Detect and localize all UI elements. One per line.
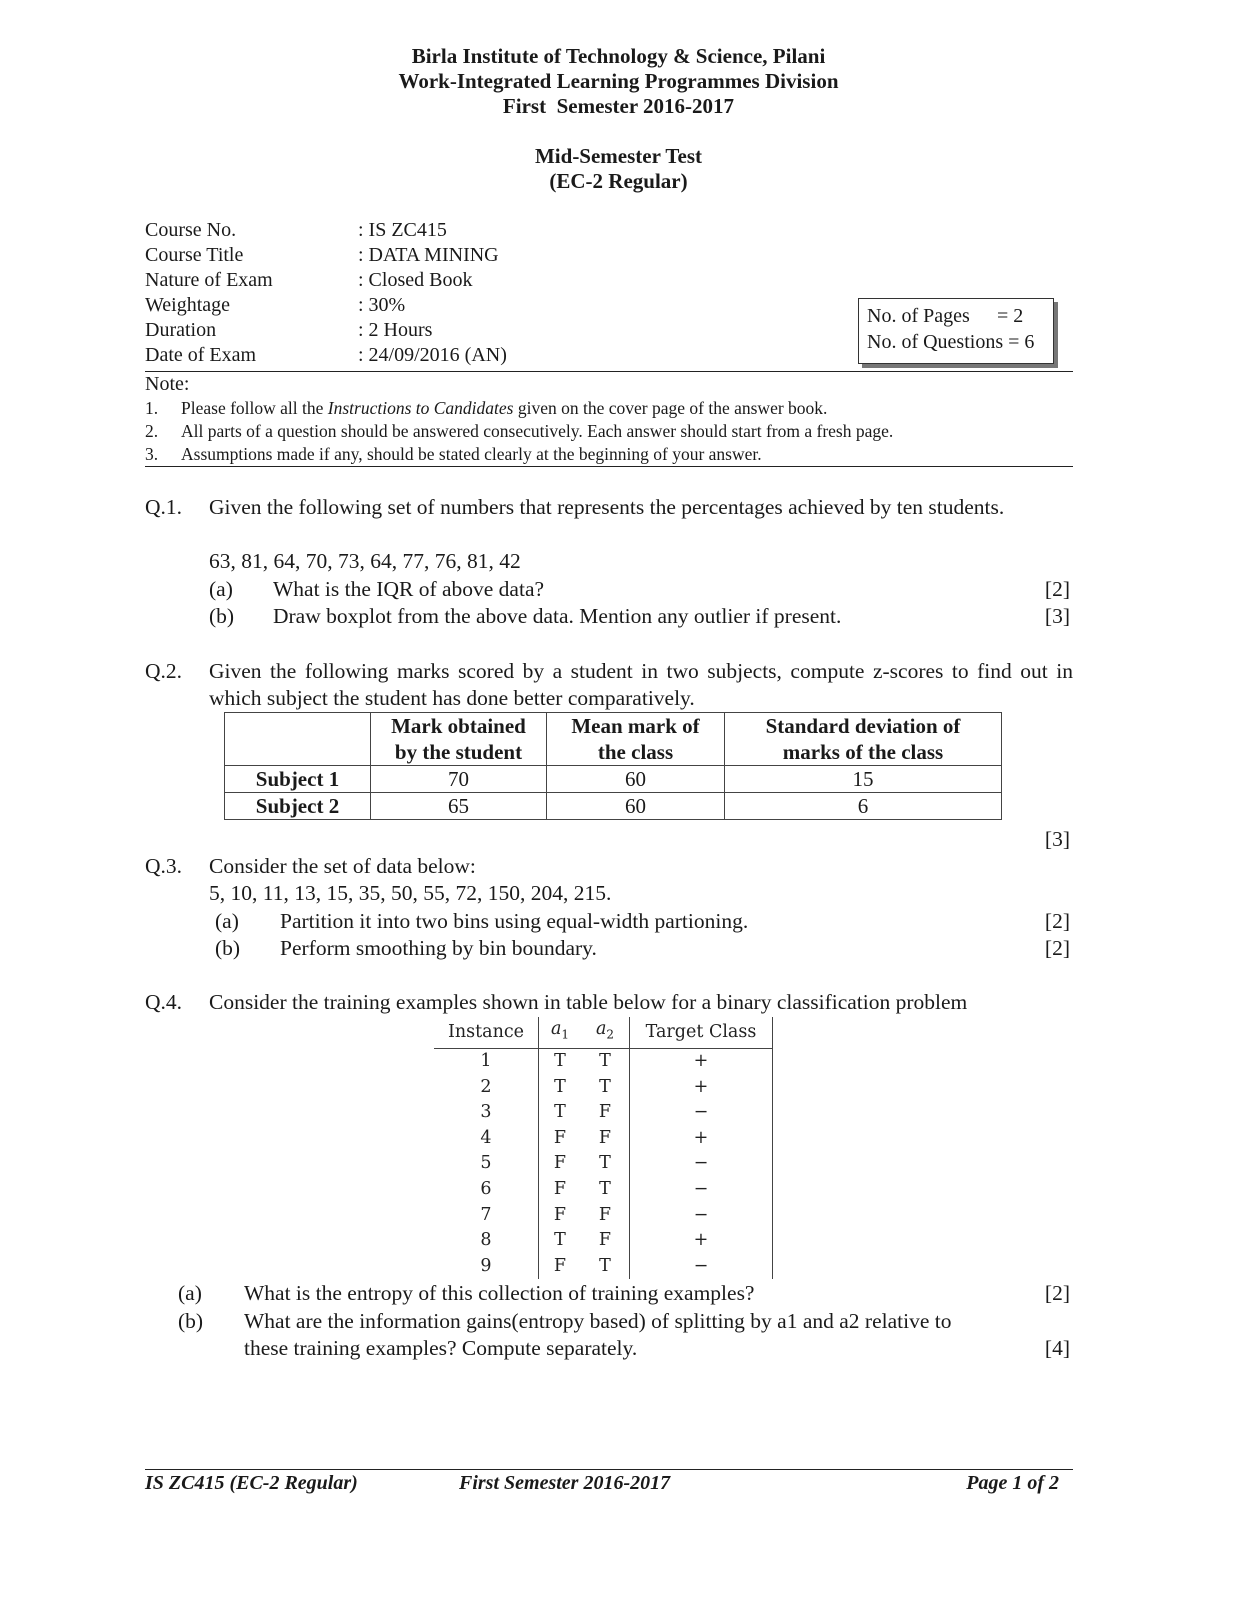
table-row: 3 T F − bbox=[434, 1100, 773, 1126]
table-header-row bbox=[225, 713, 1002, 766]
info-row bbox=[0, 243, 1237, 268]
question-number: Q.1. bbox=[145, 495, 183, 519]
table-header: $a_1$ bbox=[539, 1017, 582, 1049]
note-text: Please follow all the Instructions to Candidates given on the cover page of the answer book. bbox=[181, 398, 828, 418]
table-cell: 60 bbox=[547, 793, 725, 820]
table-cell: Subject 1 bbox=[225, 766, 371, 793]
divider bbox=[145, 466, 1073, 467]
footer-page-number: Page 1 of 2 bbox=[966, 1472, 1059, 1494]
part-text: What is the IQR of above data? bbox=[273, 577, 545, 601]
note-list bbox=[0, 397, 1237, 467]
info-row bbox=[0, 218, 1237, 243]
question-data: 5, 10, 11, 13, 15, 35, 50, 55, 72, 150, 204, 215. bbox=[209, 881, 612, 905]
question-number: Q.2. bbox=[145, 659, 183, 683]
info-label: Weightage bbox=[145, 294, 231, 316]
pages-value: = 2 bbox=[997, 305, 1024, 327]
part-label: (a) bbox=[209, 577, 233, 601]
marks-table bbox=[224, 712, 1002, 820]
table-cell: 60 bbox=[547, 766, 725, 793]
semester-title: First Semester 2016-2017 bbox=[502, 94, 735, 118]
questions-label: No. of Questions = 6 bbox=[867, 331, 1035, 353]
table-header: Target Class bbox=[630, 1017, 773, 1049]
question-number: Q.4. bbox=[145, 990, 183, 1014]
note-item bbox=[0, 420, 1237, 443]
institute-name: Birla Institute of Technology & Science, Pilani bbox=[411, 44, 826, 68]
part-text: What is the entropy of this collection of training examples? bbox=[244, 1281, 755, 1305]
pages-box bbox=[858, 298, 1054, 364]
info-value: : DATA MINING bbox=[358, 244, 499, 266]
part-label: (b) bbox=[215, 936, 241, 960]
table-row: 8 T F + bbox=[434, 1228, 773, 1254]
table-row: 5 F T − bbox=[434, 1151, 773, 1177]
part-label: (b) bbox=[209, 604, 235, 628]
table-header: Mark obtained by the student bbox=[371, 713, 547, 766]
table-row: 9 F T − bbox=[434, 1254, 773, 1280]
part-text: Partition it into two bins using equal-width partioning. bbox=[280, 909, 749, 933]
info-value: : 2 Hours bbox=[358, 319, 433, 341]
info-value: : 24/09/2016 (AN) bbox=[358, 344, 507, 366]
part-text-continued: these training examples? Compute separately. bbox=[244, 1336, 638, 1360]
part-text: What are the information gains(entropy based) of splitting by a1 and a2 relative to bbox=[244, 1309, 952, 1333]
info-value: : Closed Book bbox=[358, 269, 473, 291]
part-text: Draw boxplot from the above data. Mention any outlier if present. bbox=[273, 604, 842, 628]
note-number: 2. bbox=[145, 421, 159, 441]
note-item bbox=[0, 397, 1237, 420]
note-title: Note: bbox=[145, 373, 190, 395]
table-header-row bbox=[434, 1017, 773, 1049]
info-label: Date of Exam bbox=[145, 344, 257, 366]
info-label: Duration bbox=[145, 319, 217, 341]
table-row: 2 T T + bbox=[434, 1075, 773, 1101]
marks: [3] bbox=[1044, 604, 1070, 628]
info-label: Nature of Exam bbox=[145, 269, 273, 291]
marks: [4] bbox=[1044, 1336, 1070, 1360]
note-number: 1. bbox=[145, 398, 159, 418]
info-row bbox=[0, 268, 1237, 293]
marks: [2] bbox=[1044, 936, 1070, 960]
table-header: Instance bbox=[434, 1017, 539, 1049]
question-data: 63, 81, 64, 70, 73, 64, 77, 76, 81, 42 bbox=[209, 549, 521, 573]
note-text: Assumptions made if any, should be stated clearly at the beginning of your answer. bbox=[181, 444, 762, 464]
test-type: (EC-2 Regular) bbox=[549, 169, 688, 193]
note-text: All parts of a question should be answered consecutively. Each answer should start from a fresh page. bbox=[181, 421, 894, 441]
table-corner bbox=[225, 713, 371, 766]
question-text: Given the following set of numbers that represents the percentages achieved by ten students. bbox=[209, 495, 1005, 519]
table-cell: 65 bbox=[371, 793, 547, 820]
question-text: Given the following marks scored by a student in two subjects, compute z-scores to find out in which subject the student has done better comparatively. bbox=[209, 659, 1073, 710]
info-label: Course Title bbox=[145, 244, 244, 266]
table-row bbox=[225, 793, 1002, 820]
test-title: Mid-Semester Test bbox=[534, 144, 702, 168]
division-name: Work-Integrated Learning Programmes Division bbox=[398, 69, 839, 93]
table-cell: 15 bbox=[725, 766, 1002, 793]
table-header: Mean mark of the class bbox=[547, 713, 725, 766]
table-cell: Subject 2 bbox=[225, 793, 371, 820]
info-value: : IS ZC415 bbox=[358, 219, 447, 241]
footer-course: IS ZC415 (EC-2 Regular) bbox=[145, 1472, 358, 1494]
info-value: : 30% bbox=[358, 294, 406, 316]
part-label: (a) bbox=[178, 1281, 202, 1305]
table-cell: 6 bbox=[725, 793, 1002, 820]
question-text: Consider the set of data below: bbox=[209, 854, 476, 878]
table-row: 1 T T + bbox=[434, 1049, 773, 1075]
marks: [2] bbox=[1044, 909, 1070, 933]
table-row: 7 F F − bbox=[434, 1203, 773, 1229]
pages-label: No. of Pages bbox=[867, 305, 970, 327]
table-header: Standard deviation of marks of the class bbox=[725, 713, 1002, 766]
table-cell: 70 bbox=[371, 766, 547, 793]
footer-divider bbox=[145, 1469, 1073, 1470]
marks: [2] bbox=[1044, 1281, 1070, 1305]
table-header: $a_2$ bbox=[581, 1017, 630, 1049]
part-text: Perform smoothing by bin boundary. bbox=[280, 936, 597, 960]
question-text: Consider the training examples shown in table below for a binary classification problem bbox=[209, 990, 968, 1014]
part-label: (b) bbox=[178, 1309, 204, 1333]
note-item bbox=[0, 443, 1237, 466]
note-number: 3. bbox=[145, 444, 159, 464]
part-label: (a) bbox=[215, 909, 239, 933]
table-row: 6 F T − bbox=[434, 1177, 773, 1203]
training-table bbox=[434, 1017, 773, 1279]
table-row: 4 F F + bbox=[434, 1126, 773, 1152]
marks: [3] bbox=[1044, 827, 1070, 851]
info-label: Course No. bbox=[145, 219, 237, 241]
question-number: Q.3. bbox=[145, 854, 183, 878]
divider bbox=[145, 371, 1073, 372]
marks: [2] bbox=[1044, 577, 1070, 601]
footer-semester: First Semester 2016-2017 bbox=[459, 1472, 671, 1494]
table-row bbox=[225, 766, 1002, 793]
